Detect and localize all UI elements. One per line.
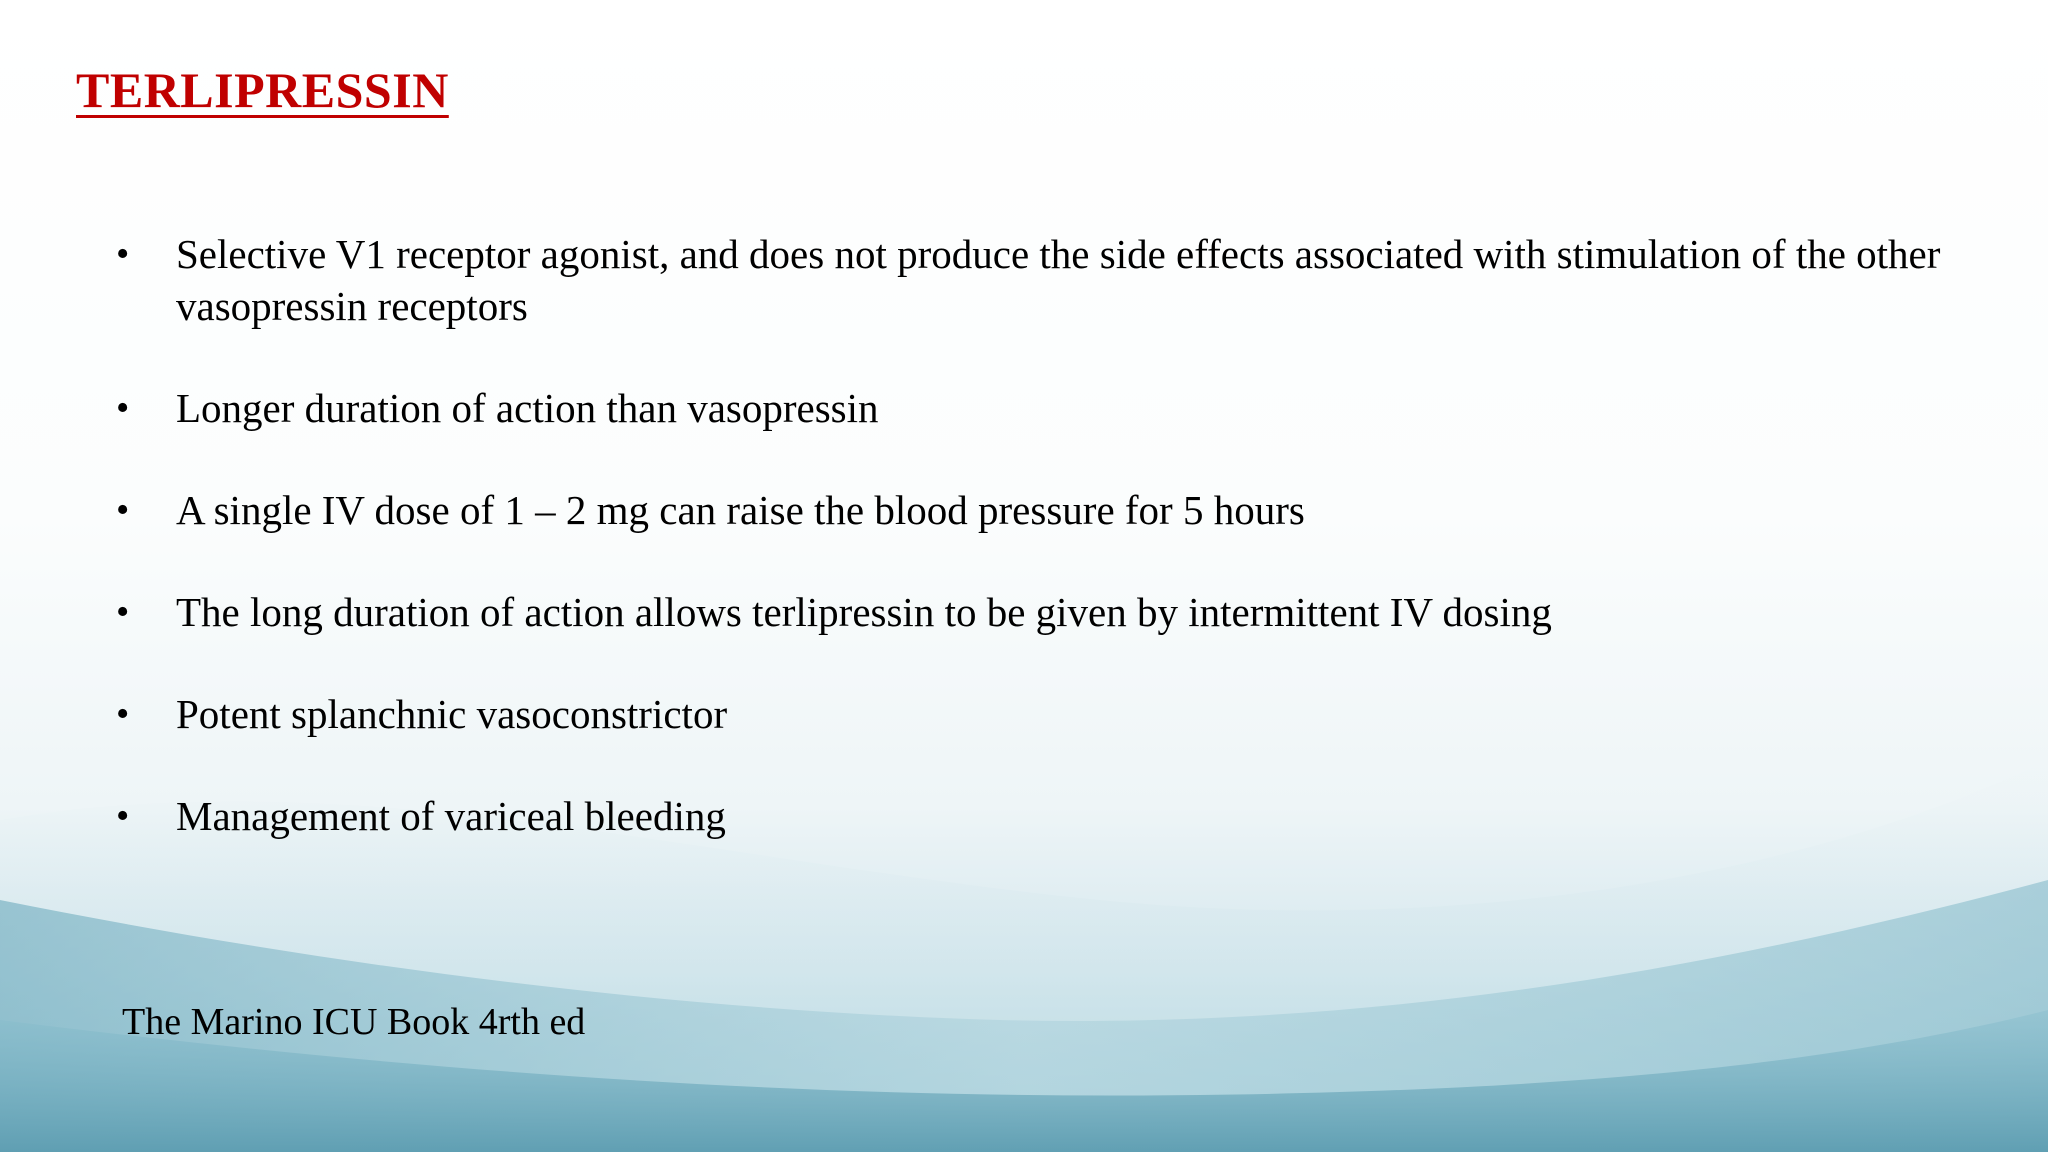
bullet-item [112,484,1942,536]
bullet-icon: • [116,591,130,633]
bullet-icon: • [116,387,130,429]
bullet-list [112,228,1942,892]
bullet-text: The long duration of action allows terlipressin to be given by intermittent IV dosing [176,589,1552,635]
bullet-item [112,586,1942,638]
bullet-text: Longer duration of action than vasopressin [176,385,879,431]
bullet-icon: • [116,489,130,531]
bullet-icon: • [116,693,130,735]
bullet-text: Management of variceal bleeding [176,793,726,839]
bullet-item [112,228,1942,332]
bullet-item [112,382,1942,434]
bullet-item [112,688,1942,740]
bullet-text: Selective V1 receptor agonist, and does not produce the side effects associated with stimulation of the other vasopressin receptors [176,231,1941,329]
slide-title: TERLIPRESSIN [76,62,449,118]
reference-citation: The Marino ICU Book 4rth ed [122,1001,586,1043]
bullet-icon: • [116,233,130,275]
bullet-icon: • [116,795,130,837]
bullet-text: A single IV dose of 1 – 2 mg can raise the blood pressure for 5 hours [176,487,1305,533]
bullet-text: Potent splanchnic vasoconstrictor [176,691,728,737]
bullet-item [112,790,1942,842]
